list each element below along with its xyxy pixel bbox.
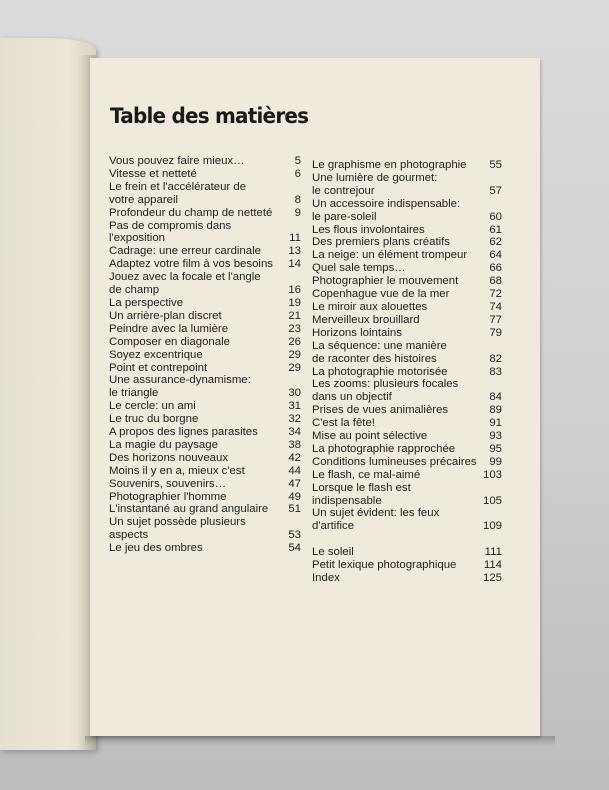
toc-entry-page: 38 [288,438,301,451]
toc-entry-title: Index [312,572,340,585]
toc-entry [109,478,301,491]
toc-entry [312,340,502,366]
toc-entry-page: 49 [288,490,301,503]
toc-column-left [109,155,301,555]
toc-entry-title: Un arrière-plan discret [109,309,222,322]
toc-entry-title: Profondeur du champ de netteté [109,206,273,219]
toc-entry-title: Le cercle: un ami [109,400,196,413]
toc-entry-title: La perspective [109,296,184,309]
toc-entry [312,469,502,482]
toc-entry-title: A propos des lignes parasites [109,426,258,439]
toc-entry-page: 62 [489,236,502,249]
toc-entry [312,327,502,340]
toc-entry [312,159,502,172]
toc-entry-page: 89 [489,404,502,417]
toc-entry-title: Un sujet évident: les feux d'artifice [312,507,440,533]
toc-entry [109,491,301,504]
toc-entry [312,249,502,262]
toc-entry-title: Un sujet possède plusieurs aspects [109,516,246,542]
toc-entry-page: 99 [489,455,502,468]
toc-entry-title: Photographier le mouvement [312,275,459,288]
toc-entry-page: 82 [489,352,502,365]
toc-entry [312,456,502,469]
page-shadow [85,736,555,746]
toc-entry-title: Conditions lumineuses précaires [312,455,477,468]
toc-entry [109,258,301,271]
toc-entry [109,336,301,349]
toc-entry-title: Le soleil [312,546,354,559]
toc-entry-page: 114 [483,559,502,572]
toc-entry-page: 53 [288,529,301,542]
toc-entry [312,288,502,301]
toc-entry-page: 83 [489,365,502,378]
toc-entry [312,262,502,275]
toc-entry [312,224,502,237]
toc-entry-title: Adaptez votre film à vos besoins [109,258,273,271]
toc-entry-title: Un accessoire indispensable: le pare-soleil [312,197,461,223]
toc-entry-page: 23 [288,322,301,335]
toc-entry-title: Souvenirs, souvenirs… [109,477,227,490]
toc-entry-page: 47 [288,477,301,490]
toc-entry [109,181,301,207]
section-gap [312,533,502,546]
toc-entry-title: Jouez avec la focale et l'angle de champ [109,271,261,297]
toc-entry [109,220,301,246]
toc-entry-page: 26 [288,335,301,348]
toc-entry-title: Une assurance-dynamisme: le triangle [109,374,251,400]
toc-entry-page: 54 [288,542,301,555]
toc-entry-title: Vous pouvez faire mieux… [109,155,245,167]
toc-entry [312,507,502,533]
toc-entry-title: Lorsque le flash est indispensable [312,481,411,507]
toc-entry-page: 9 [294,206,301,219]
toc-entry-title: C'est la fête! [312,417,375,430]
toc-entry-title: Photographier l'homme [109,490,227,503]
toc-entry-title: Peindre avec la lumière [109,322,229,335]
toc-entry [312,404,502,417]
toc-entry-page: 16 [288,284,301,297]
toc-entry-page: 60 [489,210,502,223]
toc-entry-title: Le frein et l'accélérateur de votre appareil [109,180,247,206]
toc-entry-title: Soyez excentrique [109,348,203,361]
toc-entry [109,207,301,220]
toc-entry-title: Des premiers plans créatifs [312,236,451,249]
toc-entry-page: 79 [489,326,502,339]
toc-entry [109,516,301,542]
toc-entry-title: Petit lexique photographique [312,559,457,572]
toc-entry-page: 61 [489,223,502,236]
toc-entry-title: Le graphisme en photographie [312,159,467,171]
page-title: Table des matières [110,103,309,129]
toc-entry [109,155,301,168]
toc-entry-page: 57 [489,184,502,197]
toc-entry [312,546,502,559]
toc-entry-title: Vitesse et netteté [109,167,197,180]
toc-entry [312,572,502,585]
toc-entry-title: Les zooms: plusieurs focales dans un objectif [312,378,459,404]
toc-entry-page: 77 [489,313,502,326]
toc-entry-page: 91 [489,417,502,430]
toc-entry-page: 29 [288,348,301,361]
toc-entry [312,430,502,443]
toc-entry [312,172,502,198]
toc-entry-page: 66 [489,262,502,275]
toc-entry-page: 51 [288,503,301,516]
toc-entry-page: 125 [482,572,502,585]
toc-entry [312,417,502,430]
toc-entry-title: Prises de vues animalières [312,404,449,417]
toc-entry-page: 29 [288,361,301,374]
toc-entry [109,323,301,336]
toc-entry-title: Le jeu des ombres [109,542,203,555]
toc-entry [312,236,502,249]
toc-entry [109,271,301,297]
toc-entry [109,349,301,362]
toc-entry-page: 8 [294,193,301,206]
toc-entry-title: La séquence: une manière de raconter des histoires [312,339,447,365]
toc-entry [109,374,301,400]
toc-entry-title: Horizons lointains [312,326,402,339]
toc-entry-page: 103 [482,468,502,481]
toc-entry-title: Copenhague vue de la mer [312,288,450,301]
toc-entry-title: Cadrage: une erreur cardinale [109,245,261,258]
toc-entry [312,314,502,327]
toc-entry-page: 84 [489,391,502,404]
toc-entry [109,310,301,323]
toc-entry-page: 68 [489,275,502,288]
toc-entry [109,503,301,516]
toc-entry [109,465,301,478]
toc-entry [109,400,301,413]
toc-entry-title: Une lumière de gourmet: le contrejour [312,171,438,197]
toc-entry [109,542,301,555]
toc-entry [312,275,502,288]
toc-entry-page: 72 [489,288,502,301]
toc-entry-title: Le truc du borgne [109,413,199,426]
toc-entry-title: Pas de compromis dans l'exposition [109,219,232,245]
toc-entry-title: La magie du paysage [109,438,218,451]
toc-entry [312,443,502,456]
toc-entry-title: Point et contrepoint [109,361,208,374]
toc-entry-title: Quel sale temps… [312,262,406,275]
toc-entry-title: Les flous involontaires [312,223,425,236]
toc-entry-title: Moins il y en a, mieux c'est [109,464,245,477]
toc-entry-page: 6 [294,167,301,180]
toc-entry-page: 93 [489,430,502,443]
toc-entry [312,301,502,314]
toc-entry [109,362,301,375]
toc-entry-title: Le miroir aux alouettes [312,300,428,313]
toc-entry-title: Mise au point sélective [312,430,428,443]
toc-entry [109,245,301,258]
toc-entry [312,198,502,224]
toc-entry [109,426,301,439]
toc-entry-title: Composer en diagonale [109,335,230,348]
toc-entry-page: 64 [489,249,502,262]
toc-column-right [312,159,502,585]
toc-entry-page: 109 [482,520,502,533]
toc-entry [109,452,301,465]
toc-entry-page: 74 [489,300,502,313]
toc-entry-page: 13 [288,245,301,258]
toc-entry [109,439,301,452]
toc-entry-page: 31 [288,400,301,413]
toc-entry-title: Des horizons nouveaux [109,451,229,464]
toc-entry-page: 5 [294,155,301,167]
toc-entry-title: La photographie rapprochée [312,442,456,455]
toc-entry [109,413,301,426]
toc-entry-page: 44 [288,464,301,477]
toc-entry [312,366,502,379]
toc-entry-title: Le flash, ce mal-aimé [312,468,421,481]
toc-entry [312,482,502,508]
toc-entry-page: 42 [288,451,301,464]
toc-entry [109,168,301,181]
toc-entry-page: 34 [288,426,301,439]
toc-entry-title: La photographie motorisée [312,365,448,378]
toc-entry [312,559,502,572]
toc-entry-title: L'instantané au grand angulaire [109,503,269,516]
toc-entry-page: 55 [489,159,502,171]
toc-entry-page: 19 [288,296,301,309]
toc-entry-title: La neige: un élément trompeur [312,249,468,262]
toc-entry-page: 105 [482,494,502,507]
toc-entry-page: 11 [289,232,301,245]
toc-entry [109,297,301,310]
toc-entry-page: 95 [489,442,502,455]
toc-entry-page: 32 [288,413,301,426]
toc-entry-page: 14 [288,258,301,271]
toc-entry-page: 21 [288,309,301,322]
toc-entry-page: 30 [288,387,301,400]
toc-entry [312,378,502,404]
toc-entry-page: 111 [484,546,502,559]
toc-entry-title: Merveilleux brouillard [312,313,420,326]
